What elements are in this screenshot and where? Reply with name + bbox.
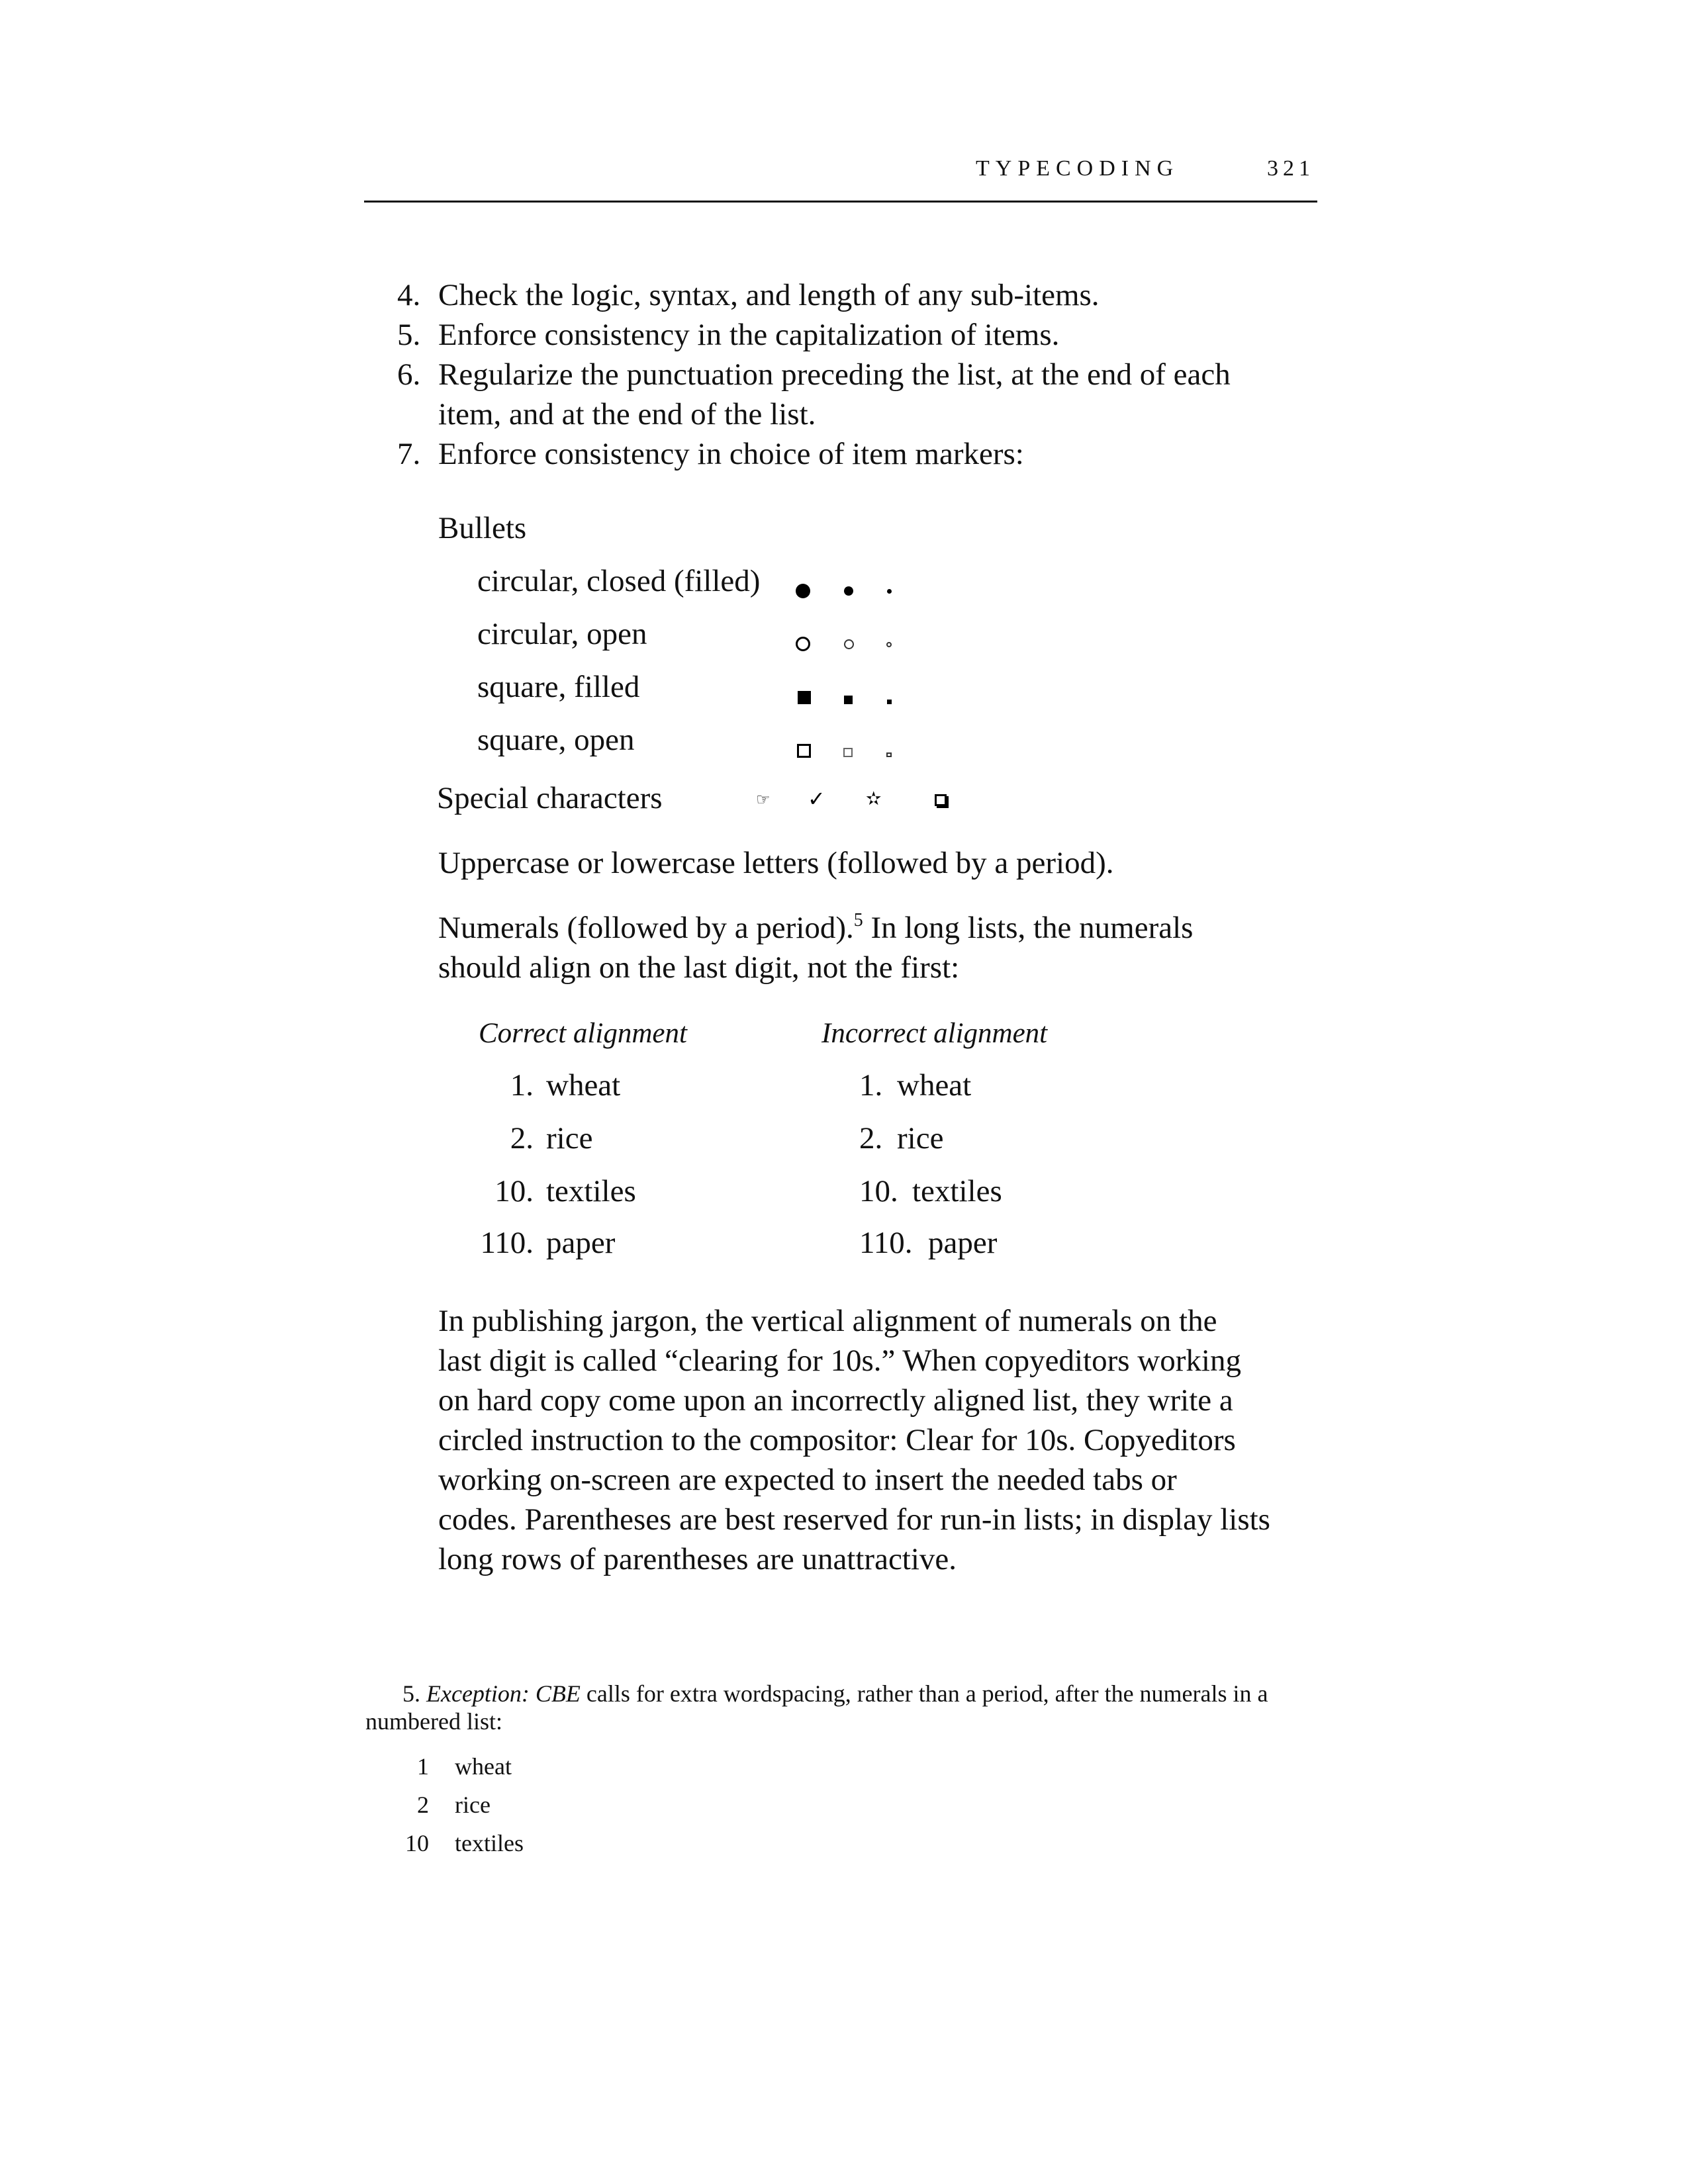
list-item-text: rice (546, 1121, 593, 1156)
step-text-continued: item, and at the end of the list. (438, 397, 816, 432)
paragraph-line: In publishing jargon, the vertical alignment of numerals on the (438, 1304, 1217, 1338)
footnote-list-number: 1 (417, 1753, 429, 1780)
footnote-line2: numbered list: (365, 1708, 502, 1735)
page-number: 321 (1267, 156, 1315, 181)
incorrect-alignment-heading: Incorrect alignment (821, 1018, 1048, 1049)
filled-circle-icon (887, 589, 892, 594)
footnote-reference: 5 (853, 910, 863, 931)
filled-square-icon (844, 696, 853, 704)
list-item-text: wheat (546, 1068, 621, 1103)
footnote-list-text: textiles (455, 1830, 524, 1856)
filled-square-icon (798, 691, 811, 704)
open-square-icon (797, 744, 811, 758)
footnote-list-text: rice (455, 1792, 491, 1818)
footnote-number: 5. (402, 1680, 420, 1707)
open-circle-icon (886, 642, 892, 647)
filled-circle-icon (844, 586, 853, 596)
step-number: 7. (397, 437, 421, 471)
special-characters-label: Special characters (437, 781, 663, 815)
list-number: 1. (859, 1068, 883, 1103)
step-text: Enforce consistency in the capitalization of items. (438, 318, 1060, 352)
list-number: 1. (510, 1068, 534, 1103)
shadowed-box-icon (935, 794, 947, 806)
open-circle-icon (796, 637, 810, 651)
list-item-text: textiles (546, 1174, 636, 1208)
letters-note: Uppercase or lowercase letters (followed by a period). (438, 846, 1114, 880)
list-number: 10. (859, 1174, 898, 1208)
open-square-icon (843, 748, 853, 757)
footnote-list-text: wheat (455, 1753, 512, 1780)
list-number: 110. (859, 1226, 913, 1260)
bullet-row-label: square, filled (477, 670, 640, 704)
list-item-text: paper (928, 1226, 998, 1260)
running-head: TYPECODING (976, 156, 1180, 181)
filled-square-icon (887, 700, 892, 704)
numerals-note-line1 (438, 908, 1193, 952)
list-item-text: rice (897, 1121, 944, 1156)
bullets-heading: Bullets (438, 511, 527, 545)
list-item-text: wheat (897, 1068, 972, 1103)
correct-alignment-heading: Correct alignment (479, 1018, 687, 1049)
numerals-note-line2: should align on the last digit, not the first: (438, 950, 960, 985)
footnote-line1 (402, 1680, 1268, 1707)
list-item-text: textiles (912, 1174, 1002, 1208)
paragraph-line: circled instruction to the compositor: Clear for 10s. Copyeditors (438, 1423, 1236, 1457)
paragraph-line: on hard copy come upon an incorrectly aligned list, they write a (438, 1383, 1233, 1418)
open-circle-icon (844, 639, 854, 649)
step-number: 6. (397, 357, 421, 392)
star-icon: ✫ (866, 788, 882, 809)
open-square-icon (886, 752, 892, 757)
paragraph-line: long rows of parentheses are unattractive. (438, 1542, 957, 1576)
paragraph-line: working on-screen are expected to insert the needed tabs or (438, 1463, 1177, 1497)
footnote-text: calls for extra wordspacing, rather than a period, after the numerals in a (580, 1680, 1268, 1707)
list-number: 2. (859, 1121, 883, 1156)
paragraph-line: last digit is called “clearing for 10s.” When copyeditors working (438, 1343, 1241, 1378)
bullet-row-label: circular, open (477, 617, 647, 651)
numerals-note-text-after: In long lists, the numerals (863, 911, 1194, 945)
check-mark-icon: ✓ (808, 786, 825, 811)
footnote-label: Exception: CBE (426, 1680, 581, 1707)
step-text: Enforce consistency in choice of item markers: (438, 437, 1024, 471)
paragraph-line: codes. Parentheses are best reserved for run-in lists; in display lists (438, 1502, 1270, 1537)
pointing-hand-icon: ☞ (756, 790, 771, 809)
list-number: 10. (494, 1174, 534, 1208)
filled-circle-icon (796, 584, 810, 598)
list-number: 2. (510, 1121, 534, 1156)
header-rule (364, 201, 1317, 203)
step-text: Regularize the punctuation preceding the list, at the end of each (438, 357, 1231, 392)
bullet-row-label: square, open (477, 723, 635, 757)
list-item-text: paper (546, 1226, 616, 1260)
step-number: 4. (397, 278, 421, 312)
list-number: 110. (480, 1226, 534, 1260)
step-text: Check the logic, syntax, and length of any sub-items. (438, 278, 1100, 312)
step-number: 5. (397, 318, 421, 352)
numerals-note-text: Numerals (followed by a period). (438, 911, 854, 945)
footnote-list-number: 10 (405, 1830, 429, 1856)
bullet-row-label: circular, closed (filled) (477, 564, 761, 598)
footnote-list-number: 2 (417, 1792, 429, 1818)
